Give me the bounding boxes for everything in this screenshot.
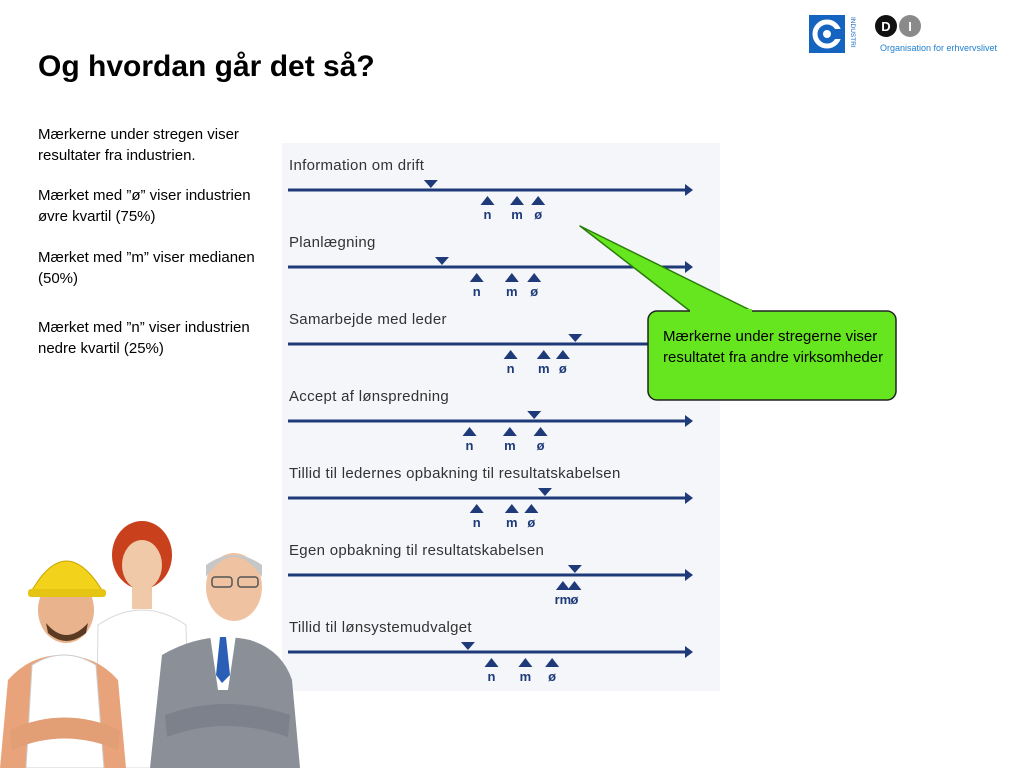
row-label: Planlægning: [289, 234, 376, 251]
benchmark-marker-label: m: [506, 515, 518, 530]
row-label: Accept af lønspredning: [289, 388, 450, 405]
explanation-upper-quartile: Mærket med ”ø” viser industrien øvre kvartil (75%): [38, 187, 251, 225]
benchmark-marker-label: ø: [527, 515, 536, 530]
benchmark-marker-label: m: [511, 207, 523, 222]
benchmark-marker-label: ø: [548, 669, 557, 684]
benchmark-marker-label: m: [506, 284, 518, 299]
row-label: Egen opbakning til resultatskabelsen: [289, 542, 545, 559]
row-label: Information om drift: [289, 157, 425, 174]
benchmark-marker-label: rm: [554, 592, 572, 607]
workers-illustration: [0, 515, 300, 768]
benchmark-marker-label: m: [519, 669, 532, 684]
benchmark-marker-label: m: [504, 438, 516, 453]
benchmark-marker-label: ø: [534, 207, 543, 222]
benchmark-marker-label: ø: [558, 361, 567, 376]
row-label: Samarbejde med leder: [289, 311, 447, 328]
benchmark-marker-label: ø: [536, 438, 545, 453]
benchmark-marker-label: n: [472, 284, 481, 299]
benchmark-marker-label: n: [506, 361, 515, 376]
explanation-lower-quartile: Mærket med ”n” viser industrien nedre kvartil (25%): [38, 319, 250, 357]
di-tagline: Organisation for erhvervslivet: [880, 43, 998, 53]
benchmark-marker-label: m: [537, 361, 550, 376]
di-logo-letter-d: D: [881, 19, 891, 34]
benchmark-marker-label: n: [483, 207, 492, 222]
row-label: Tillid til ledernes opbakning til resultatskabelsen: [289, 465, 621, 482]
benchmark-marker-label: ø: [530, 284, 539, 299]
di-logo-letter-i: I: [908, 19, 912, 34]
callout-text: Mærkerne under stregerne viser resultatet fra andre virksomheder: [663, 328, 884, 366]
benchmark-marker-label: n: [487, 669, 496, 684]
explanation-industry: Mærkerne under stregen viser resultater fra industrien.: [38, 126, 239, 164]
explanation-median: Mærket med ”m” viser medianen (50%): [38, 249, 255, 287]
businessman-figure: [150, 553, 300, 768]
benchmark-marker-label: n: [472, 515, 481, 530]
slide-title: Og hvordan går det så?: [38, 50, 375, 83]
benchmark-marker-label: n: [465, 438, 474, 453]
benchmark-marker-label: ø: [570, 592, 579, 607]
row-label: Tillid til lønsystemudvalget: [289, 619, 472, 636]
industri-logo-text: INDUSTRI: [849, 17, 856, 48]
